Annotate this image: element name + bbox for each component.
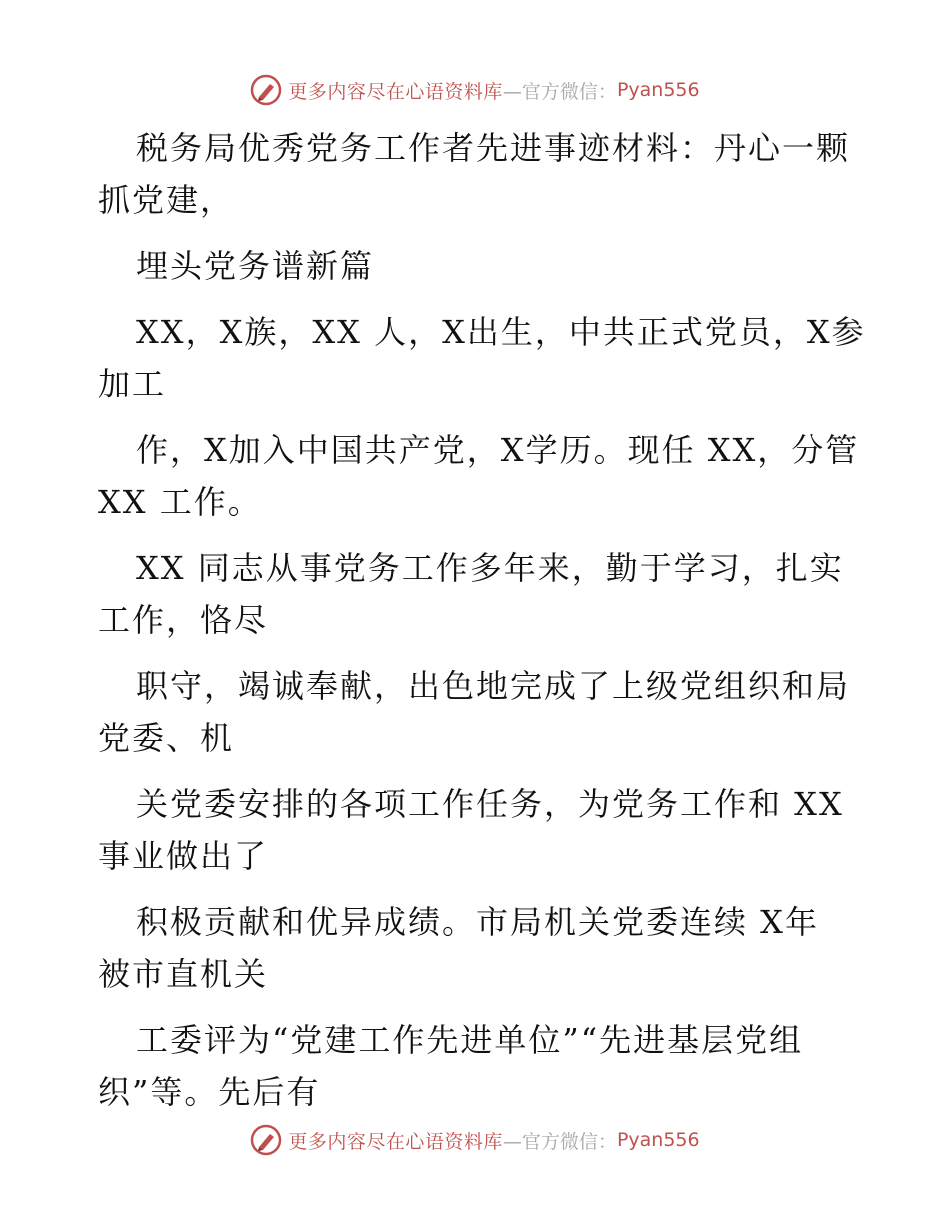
body-line: XX 同志从事党务工作多年来，勤于学习，扎实 [136,549,844,587]
body-line: 加工 [98,365,167,403]
pen-logo-icon [250,1124,282,1156]
body-line: 事业做出了 [98,837,269,875]
body-line: 作，X加入中国共产党，X学历。现任 XX，分管 [136,431,860,469]
banner-official-label: —官方微信： [502,80,617,103]
header-banner [0,70,950,110]
body-line: 职守，竭诚奉献，出色地完成了上级党组织和局 [136,667,851,705]
footer-banner [0,1120,950,1160]
banner-wechat-id: Pyan556 [616,79,700,101]
body-line: 埋头党务谱新篇 [136,247,375,285]
body-line: XX，X族，XX 人，X出生，中共正式党员，X参 [136,313,866,351]
body-line: 抓党建， [98,181,235,219]
document-body [98,122,866,1118]
banner-brand-text: 更多内容尽在心语资料库 [288,80,503,103]
body-line: 关党委安排的各项工作任务，为党务工作和 XX [136,785,844,823]
pen-logo-icon [250,74,282,106]
body-line: 税务局优秀党务工作者先进事迹材料：丹心一颗 [136,129,851,167]
banner-wechat-id: Pyan556 [616,1129,700,1151]
body-line: 工作，恪尽 [98,601,269,639]
banner-brand-text: 更多内容尽在心语资料库 [288,1130,503,1153]
body-line: XX 工作。 [98,483,262,521]
body-line: 党委、机 [98,719,235,757]
body-line: 工委评为“党建工作先进单位”“先进基层党组 [136,1021,804,1059]
body-line: 织”等。先后有 [98,1073,321,1111]
body-line: 积极贡献和优异成绩。市局机关党委连续 X年 [136,903,819,941]
body-line: 被市直机关 [98,955,269,993]
banner-official-label: —官方微信： [502,1130,617,1153]
